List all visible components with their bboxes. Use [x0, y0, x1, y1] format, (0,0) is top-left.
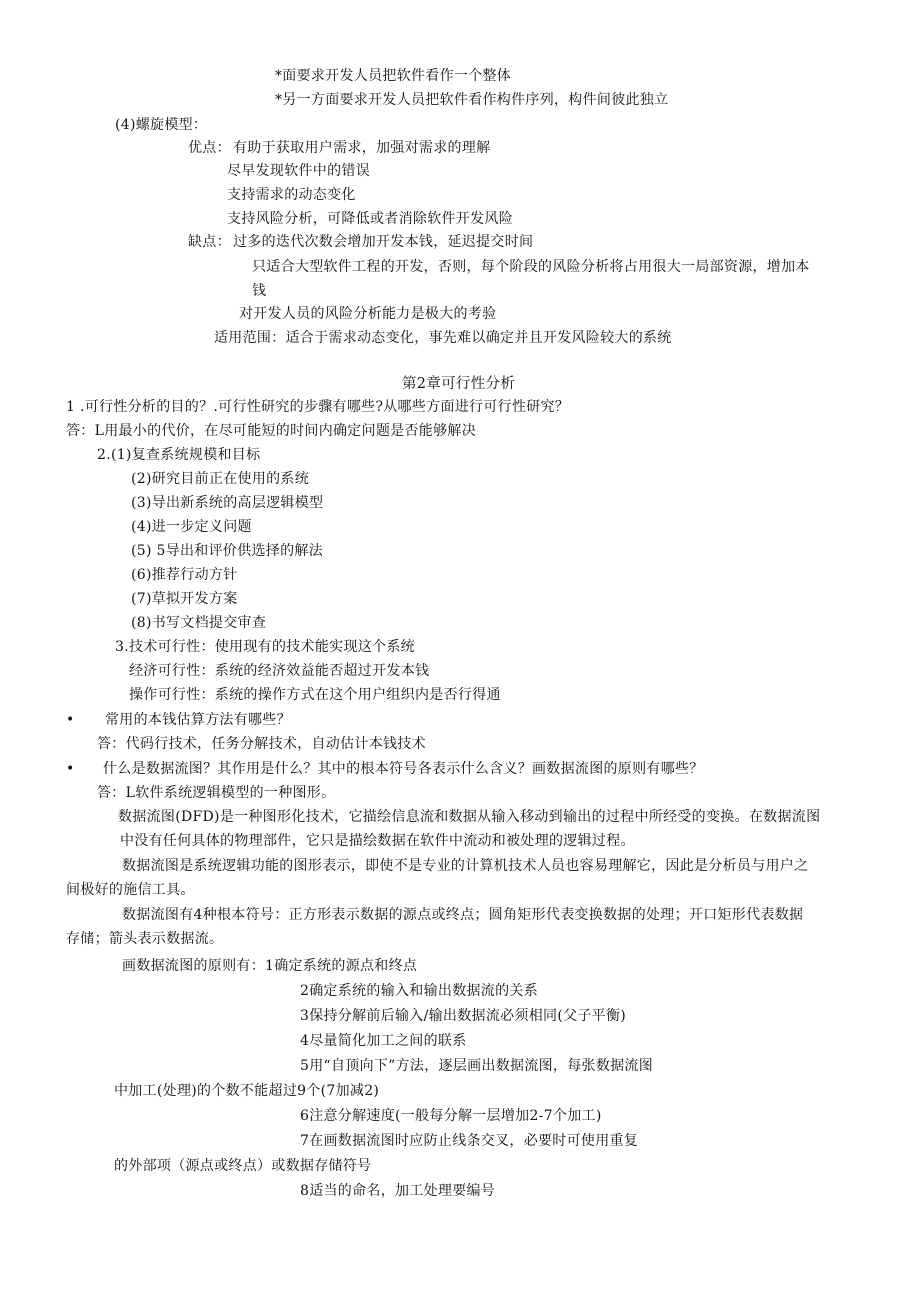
step-item: (6)推荐行动方针	[131, 567, 238, 583]
list-item: 钱	[252, 283, 267, 299]
paragraph-line: 间极好的施信工具。	[66, 882, 195, 898]
feasibility-item: 经济可行性：系统的经济效益能否超过开发本钱	[129, 663, 430, 679]
rule-item: 2确定系统的输入和输出数据流的关系	[300, 983, 539, 999]
rule-item: 4尽量简化加工之间的联系	[300, 1033, 467, 1049]
bullet-icon: •	[66, 712, 75, 728]
step-item: (5) 5导出和评价供选择的解法	[131, 543, 323, 559]
bullet-icon: •	[66, 761, 75, 777]
section-heading: (4)螺旋模型：	[115, 117, 208, 133]
paragraph-line: 数据流图是系统逻辑功能的图形表示，即使不是专业的计算机技术人员也容易理解它，因此是分析员与用户之	[122, 858, 809, 874]
step-item: (3)导出新系统的高层逻辑模型	[131, 495, 324, 511]
answer-line: 答：代码行技术，任务分解技术，自动估计本钱技术	[97, 736, 426, 752]
paragraph-line: 存储；箭头表示数据流。	[66, 931, 224, 947]
scope-line: 适用范围：适合于需求动态变化，事先难以确定并且开发风险较大的系统	[214, 330, 672, 346]
paragraph-line: 数据流图有4种根本符号：正方形表示数据的源点或终点；圆角矩形代表变换数据的处理；开口矩形代表数据	[122, 907, 804, 923]
list-item: 对开发人员的风险分析能力是极大的考验	[239, 306, 497, 322]
cons-label: 缺点：	[188, 234, 231, 250]
list-item: 支持风险分析，可降低或者消除软件开发风险	[227, 211, 513, 227]
step-item: (4)进一步定义问题	[131, 519, 252, 535]
step-item: (2)研究目前正在使用的系统	[131, 471, 310, 487]
paragraph-line: 中没有任何具体的物理部件，它只是描绘数据在软件中流动和被处理的逻辑过程。	[120, 833, 635, 849]
chapter-title: 第2章可行性分析	[402, 376, 516, 392]
feasibility-item: 3.技术可行性：使用现有的技术能实现这个系统	[115, 639, 415, 655]
rules-intro: 画数据流图的原则有：1确定系统的源点和终点	[122, 958, 418, 974]
list-item: 有助于获取用户需求，加强对需求的理解	[233, 140, 491, 156]
step-item: (8)书写文档提交审查	[131, 615, 267, 631]
list-item: 过多的迭代次数会增加开发本钱，延迟提交时间	[233, 234, 534, 250]
list-item: 只适合大型软件工程的开发，否则，每个阶段的风险分析将占用很大一局部资源，增加本	[252, 259, 810, 275]
rule-item: 5用“自顶向下”方法，逐层画出数据流图，每张数据流图	[300, 1058, 654, 1074]
rule-item: 8适当的命名，加工处理要编号	[300, 1183, 496, 1199]
question-line: 什么是数据流图？其作用是什么？其中的根本符号各表示什么含义？画数据流图的原则有哪些？	[103, 761, 704, 777]
question-line: 1 .可行性分析的目的？.可行性研究的步骤有哪些?从哪些方面进行可行性研究？	[66, 399, 570, 415]
answer-line: 答：L软件系统逻辑模型的一种图形。	[97, 785, 336, 801]
rule-continuation: 中加工(处理)的个数不能超过9个(7加减2)	[114, 1083, 380, 1099]
rule-item: 7在画数据流图时应防止线条交叉，必要时可使用重复	[300, 1133, 639, 1149]
step-item: 2.(1)复查系统规模和目标	[97, 447, 261, 463]
rule-item: 6注意分解速度(一般每分解一层增加2-7个加工)	[300, 1108, 602, 1124]
feasibility-item: 操作可行性：系统的操作方式在这个用户组织内是否行得通	[129, 687, 501, 703]
answer-line: 答：L用最小的代价，在尽可能短的时间内确定问题是否能够解决	[66, 423, 476, 439]
text-line: *另一方面要求开发人员把软件看作构件序列，构件间彼此独立	[275, 92, 669, 108]
paragraph-line: 数据流图(DFD)是一种图形化技术，它描绘信息流和数据从输入移动到输出的过程中所经受的变换。在数据流图	[118, 809, 821, 825]
pros-label: 优点：	[188, 140, 231, 156]
rule-item: 3保持分解前后输入/输出数据流必须相同(父子平衡)	[300, 1008, 627, 1024]
step-item: (7)草拟开发方案	[131, 591, 238, 607]
rule-continuation: 的外部项（源点或终点）或数据存储符号	[114, 1158, 372, 1174]
list-item: 支持需求的动态变化	[227, 187, 356, 203]
question-line: 常用的本钱估算方法有哪些？	[105, 712, 291, 728]
text-line: *面要求开发人员把软件看作一个整体	[275, 68, 512, 84]
list-item: 尽早发现软件中的错误	[227, 163, 370, 179]
